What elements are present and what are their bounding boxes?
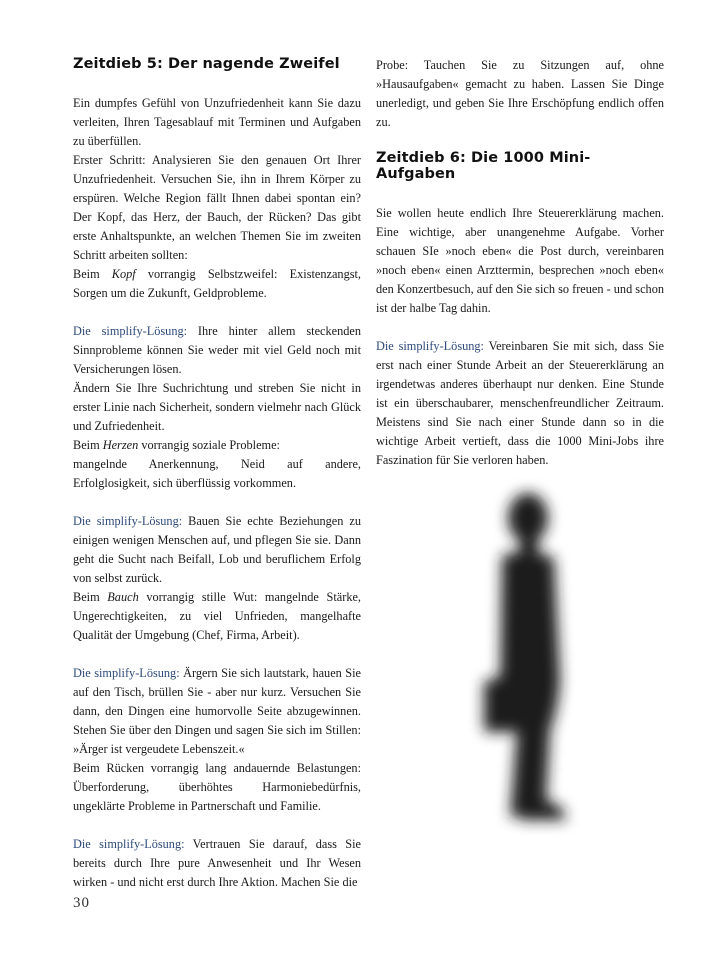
paragraph-steuererklaerung: Sie wollen heute endlich Ihre Steuererklärung machen. Eine wichtige, aber unangenehme Aufgabe. Vorher schauen SIe »noch eben« die Post durch, vereinbaren »noch eben« einen Arzttermin, besprechen »noch eben« den Konzertbesuch, auf den Sie sich so freuen - und schon ist der halbe Tag dahin. xyxy=(376,206,664,315)
paragraph-kopf: Beim Kopf vorrangig Selbstzweifel: Existenzangst, Sorgen um die Zukunft, Geldprobleme. xyxy=(73,267,361,300)
solution-herzen: Die simplify-Lösung: Bauen Sie echte Beziehungen zu einigen wenigen Menschen auf, und pflegen Sie sie. Dann geht die Sucht nach Beifall, Lob und beruflichem Erfolg von selbst zurück. xyxy=(73,514,361,585)
paragraph-herzen: Beim Herzen vorrangig soziale Probleme: xyxy=(73,438,280,452)
paragraph-anerkennung: mangelnde Anerkennung, Neid auf andere, Erfolglosigkeit, sich überflüssig vorkommen. xyxy=(73,457,361,490)
solution-label: Die simplify-Lösung: xyxy=(73,324,188,338)
page-number: 30 xyxy=(73,895,90,911)
solution-label: Die simplify-Lösung: xyxy=(73,666,180,680)
paragraph-first-step: Erster Schritt: Analysieren Sie den genauen Ort Ihrer Unzufriedenheit. Versuchen Sie, ihn in Ihrem Körper zu erspüren. Welche Region fällt Ihnen dabei spontan ein? Der Kopf, das Herz, der Bauch, der Rücken? Das gibt erste Anhaltspunkte, an welchen Themen Sie im zweiten Schritt arbeiten sollten: xyxy=(73,153,361,262)
solution-mini-aufgaben: Die simplify-Lösung: Vereinbaren Sie mit sich, dass Sie erst nach einer Stunde Arbeit an der Steuererklärung an irgendetwas anderes überhaupt nur denken. Eine Stunde ist ein überschaubarer, menschenfreundlicher Zeitraum. Meistens sind Sie nach einer Stunde dann so in die wichtige Arbeit vertieft, dass die 1000 Mini-Jobs ihre Faszination für Sie verloren haben. xyxy=(376,339,664,467)
solution-bauch: Die simplify-Lösung: Ärgern Sie sich lautstark, hauen Sie auf den Tisch, brüllen Sie - aber nur kurz. Versuchen Sie dann, den Dingen eine humorvolle Seite abzugewinnen. Stehen Sie über den Dingen und sagen Sie sich im Stillen: »Ärger ist vergeudete Lebenszeit.« xyxy=(73,666,361,756)
emphasis-bauch: Bauch xyxy=(107,590,139,604)
solution-label: Die simplify-Lösung: xyxy=(376,339,484,353)
solution-kopf: Die simplify-Lösung: Ihre hinter allem steckenden Sinnprobleme können Sie weder mit viel Geld noch mit Versicherungen lösen. xyxy=(73,324,362,376)
heading-zeitdieb-5: Zeitdieb 5: Der nagende Zweifel xyxy=(73,56,340,72)
businessman-silhouette-image xyxy=(450,470,610,850)
heading-zeitdieb-6: Zeitdieb 6: Die 1000 Mini-Aufgaben xyxy=(376,150,591,182)
emphasis-herzen: Herzen xyxy=(102,438,139,452)
left-column xyxy=(73,56,361,892)
solution-label: Die simplify-Lösung: xyxy=(73,514,183,528)
solution-label: Die simplify-Lösung: xyxy=(73,837,185,851)
emphasis-kopf: Kopf xyxy=(111,267,136,281)
paragraph-continuation: Probe: Tauchen Sie zu Sitzungen auf, ohne »Hausaufgaben« gemacht zu haben. Lassen Sie Dinge unerledigt, und geben Sie Ihre Erschöpfung endlich offen zu. xyxy=(376,58,664,129)
paragraph-bauch: Beim Bauch vorrangig stille Wut: mangelnde Stärke, Ungerechtigkeiten, zu viel Unfrieden, mangelhafte Qualität der Umgebung (Chef, Firma, Arbeit). xyxy=(73,590,361,642)
paragraph-intro: Ein dumpfes Gefühl von Unzufriedenheit kann Sie dazu verleiten, Ihren Tagesablauf mit Terminen und Aufgaben zu überfüllen. xyxy=(73,96,361,148)
paragraph-suchrichtung: Ändern Sie Ihre Suchrichtung und streben Sie nicht in erster Linie nach Sicherheit, sondern vielmehr nach Glück und Zufriedenheit. xyxy=(73,381,361,433)
solution-ruecken: Die simplify-Lösung: Vertrauen Sie darauf, dass Sie bereits durch Ihre pure Anwesenheit und Ihr Wesen wirken - und nicht erst durch Ihre Aktion. Machen Sie die xyxy=(73,837,361,889)
paragraph-ruecken: Beim Rücken vorrangig lang andauernde Belastungen: Überforderung, überhöhtes Harmoniebedürfnis, ungeklärte Probleme in Partnerschaft und Familie. xyxy=(73,761,361,813)
right-column xyxy=(376,56,664,470)
